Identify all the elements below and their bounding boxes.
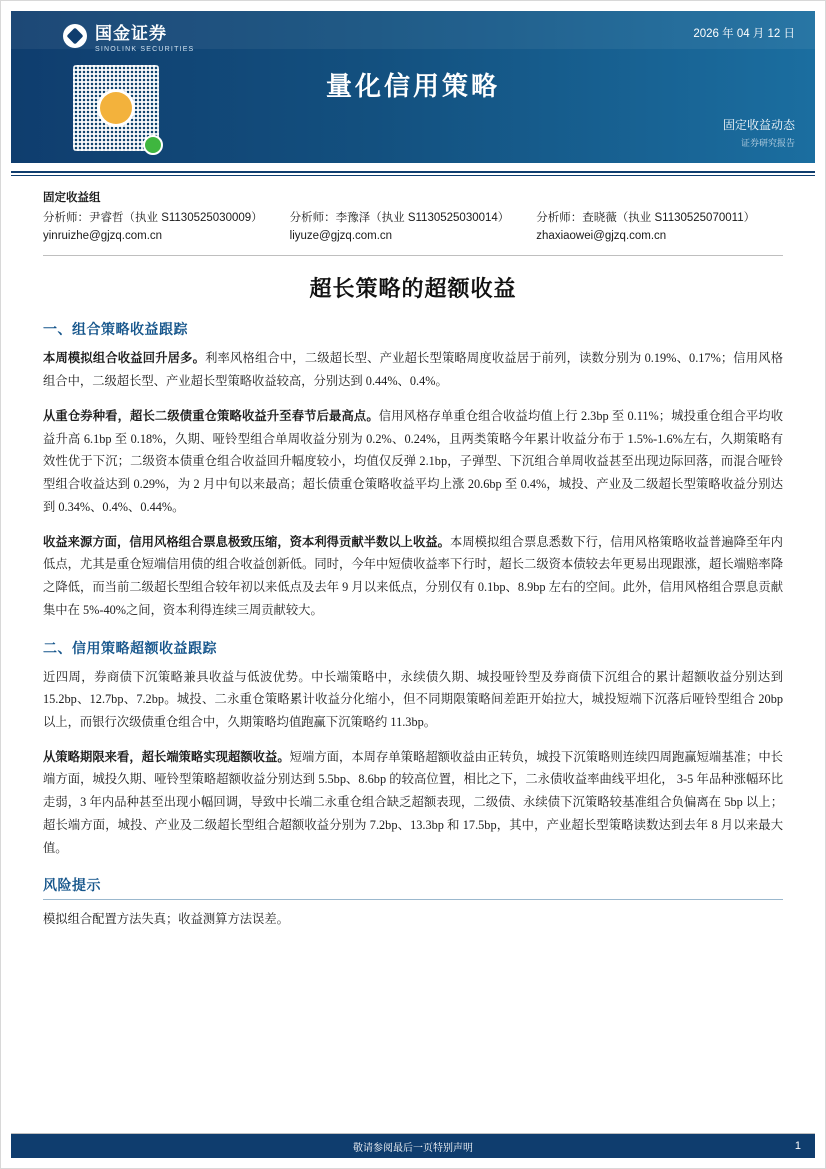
report-category: 固定收益动态 (722, 118, 795, 132)
s1p2-lead: 从重仓券种看，超长二级债重仓策略收益升至春节后最高点。 (43, 408, 379, 423)
article-title: 超长策略的超额收益 (309, 276, 517, 302)
page-footer (11, 1134, 815, 1158)
section-1-paragraph-2 (43, 405, 783, 519)
analyst-2-name: 分析师：李豫泽（执业 S1130525030014） (289, 211, 510, 224)
s1p2-body: 信用风格存单重仓组合收益均值上行 2.3bp 至 0.11%；城投重仓组合平均收益升高 6.1bp 至 0.18%，久期、哑铃型组合单周收益分别为 0.2%、0.24%，且两类策略今年累计收益分布于 1.5%-1.6%左右，久期策略有效性优于下沉；二级资本债重仓组合收益回升幅度较小，均值仅反弹 2.1bp，子弹型、下沉组合单周收益甚至出现边际回落，而混合哑铃型组合收益达到 0.29%，为 2 月中旬以来最高；超长债重仓策略收益平均上涨 20.6bp 至 0.4%，城投、产业及二级超长型策略收益分别达到 0.34%、0.4%、0.44%。 (43, 408, 783, 514)
analyst-2-email[interactable]: liyuze@gjzq.com.cn (289, 229, 393, 242)
analyst-row (43, 210, 783, 246)
page-number: 1 (794, 1140, 801, 1152)
report-date: 2026 年 04 月 12 日 (693, 28, 795, 40)
analyst-1 (43, 210, 290, 246)
s2p2-lead: 从策略期限来看，超长端策略实现超额收益。 (43, 749, 290, 764)
analyst-block (43, 190, 783, 245)
section-2-heading: 二、信用策略超额收益跟踪 (43, 639, 217, 656)
section-1-paragraph-3 (43, 531, 783, 622)
company-logo (63, 19, 194, 53)
report-type: 证券研究报告 (740, 138, 795, 148)
section-1-heading: 一、组合策略收益跟踪 (43, 321, 188, 338)
page-title: 量化信用策略 (325, 71, 500, 101)
logo-name-cn: 国金证券 (95, 24, 167, 43)
s1p1-lead: 本周模拟组合收益回升居多。 (43, 351, 206, 366)
logo-mark-icon (63, 24, 87, 48)
logo-text (95, 19, 194, 53)
risk-text: 模拟组合配置方法失真；收益测算方法误差。 (43, 912, 289, 927)
analyst-3-email[interactable]: zhaxiaowei@gjzq.com.cn (536, 229, 667, 242)
header-divider-thick (11, 171, 815, 173)
logo-name-en: SINOLINK SECURITIES (95, 46, 195, 53)
section-2-paragraph-2 (43, 746, 783, 860)
s1p3-body: 本周模拟组合票息悉数下行，信用风格策略收益普遍降至年内低点，尤其是重仓短端信用债的组合收益创新低。同时，今年中短债收益率下行时，超长二级资本债较去年更易出现跟涨，超长端赔率降之降低，而当前二级超长型组合较年初以来低点及去年 9 月以来低点，分别仅有 0.1bp、8.9bp 左右的空间。此外，信用风格组合票息贡献集中在 5%-40%之间，资本利得连续三周贡献较大。 (43, 534, 783, 617)
section-1-paragraph-1 (43, 347, 783, 392)
analyst-3-name: 分析师：查晓薇（执业 S1130525070011） (536, 211, 756, 224)
analyst-3 (536, 210, 783, 246)
s2p1-body: 近四周，券商债下沉策略兼具收益与低波优势。中长端策略中，永续债久期、城投哑铃型及券商债下沉组合的累计超额收益分别达到 15.2bp、12.7bp、7.2bp。城投、二永重仓策略累计收益分化缩小，但不同期限策略间差距开始拉大，城投短端下沉落后哑铃型组合 20bp 以上，而银行次级债重仓组合中，久期策略均值跑赢下沉策略约 11.3bp。 (43, 669, 783, 729)
s1p3-lead: 收益来源方面，信用风格组合票息极致压缩，资本利得贡献半数以上收益。 (43, 534, 451, 549)
s1p1-body: 利率风格组合中，二级超长型、产业超长型策略周度收益居于前列，读数分别为 0.19%、0.17%；信用风格组合中，二级超长型、产业超长型策略收益较高，分别达到 0.44%、0.4%。 (43, 351, 783, 389)
analyst-1-name: 分析师：尹睿哲（执业 S1130525030009） (43, 211, 263, 224)
qr-badge-icon (143, 135, 163, 155)
analyst-2 (290, 210, 537, 246)
header-divider-thin (11, 175, 815, 176)
risk-heading: 风险提示 (43, 875, 783, 900)
analyst-group-title: 固定收益组 (43, 192, 101, 204)
footer-note: 敬请参阅最后一页特别声明 (353, 1142, 473, 1154)
analyst-divider (43, 255, 783, 256)
s2p2-body: 短端方面，本周存单策略超额收益由正转负，城投下沉策略则连续四周跑赢短端基准；中长端方面，城投久期、哑铃型策略超额收益分别达到 5.5bp、8.6bp 的较高位置，相比之下，二永债收益率曲线平坦化， 3-5 年品种涨幅环比走弱，3 年内品种甚至出现小幅回调，导致中长端二永重仓组合缺乏超额表现，二级债、永续债下沉策略较基准组合负偏离在 5bp 以上；超长端方面，城投、产业及二级超长型组合超额收益分别为 7.2bp、13.3bp 和 17.5bp，其中，产业超长型策略读数达到去年 8 月以来最大值。 (43, 749, 783, 855)
section-2-paragraph-1 (43, 666, 783, 734)
report-header (11, 11, 815, 163)
article-body (43, 272, 783, 930)
analyst-1-email[interactable]: yinruizhe@gjzq.com.cn (43, 229, 163, 242)
